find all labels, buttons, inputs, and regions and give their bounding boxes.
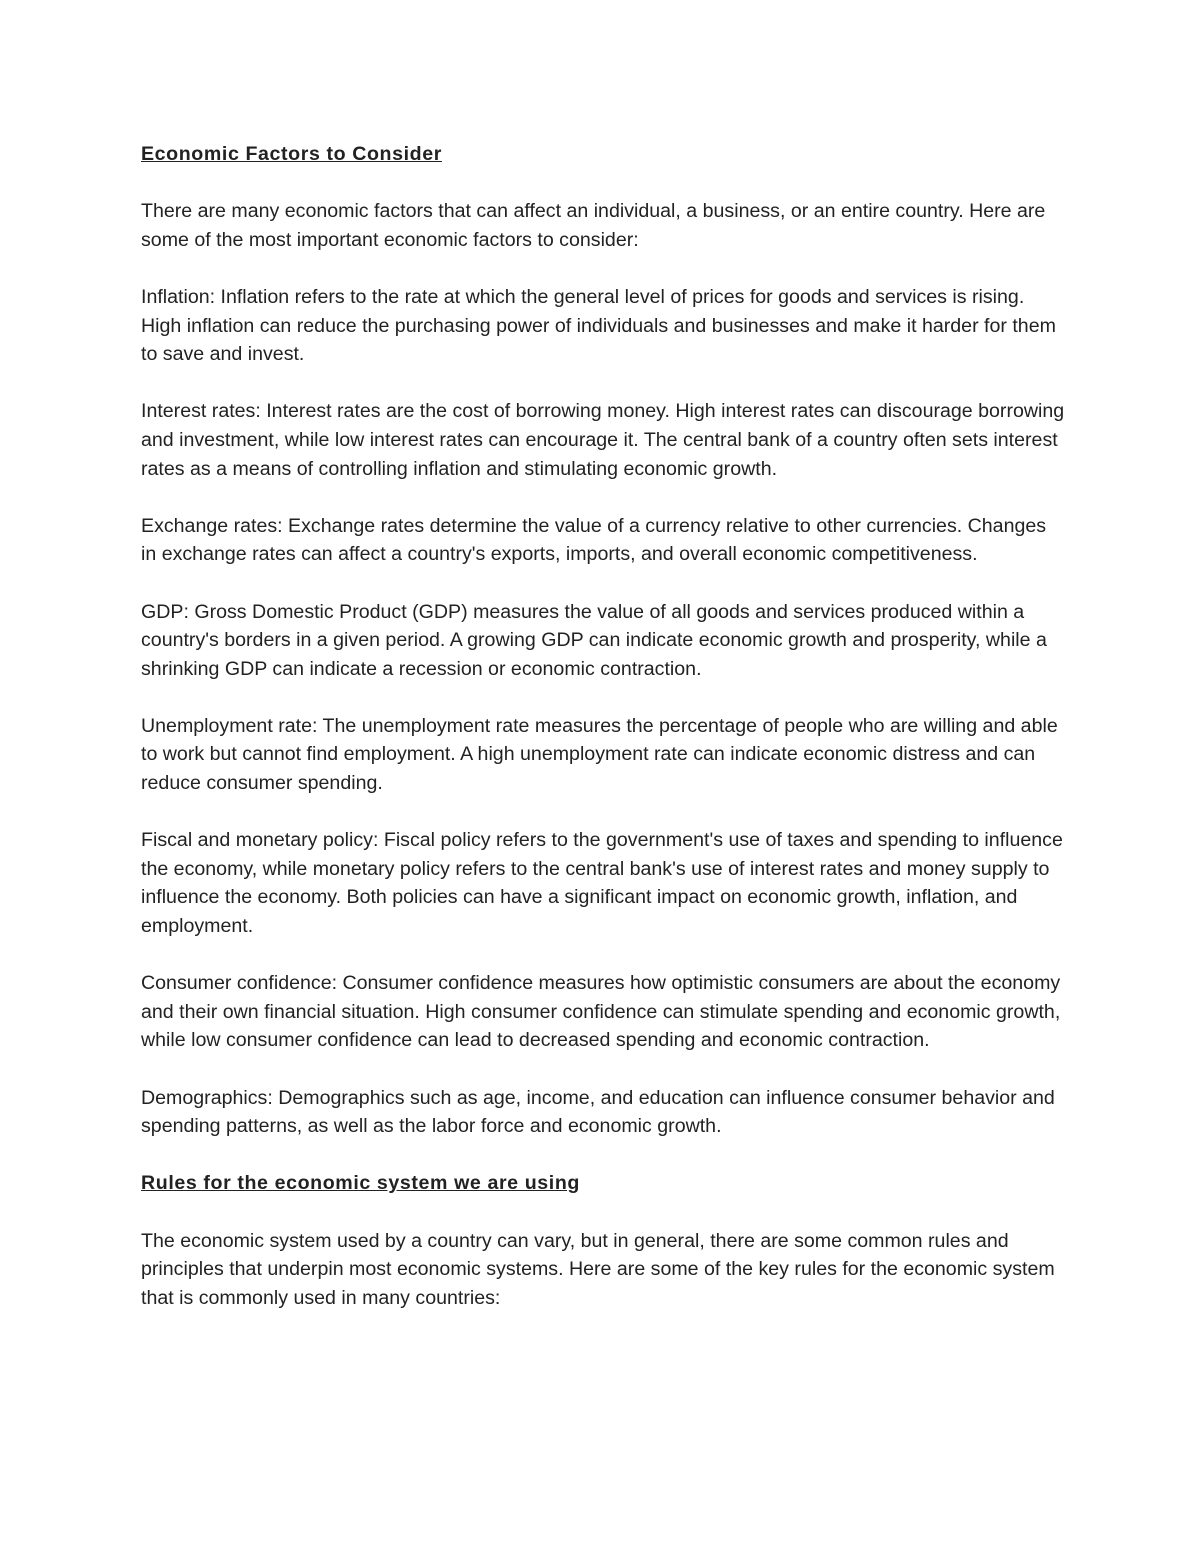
section-heading-economic-system-rules: Rules for the economic system we are using [141, 1172, 580, 1195]
document-body [141, 140, 1066, 1312]
intro-paragraph: There are many economic factors that can affect an individual, a business, or an entire country. Here are some of the most important economic factors to consider: [141, 200, 1046, 251]
paragraph-exchange-rates: Exchange rates: Exchange rates determine the value of a currency relative to other currencies. Changes in exchange rates can affect a country's exports, imports, and overall economic competitiveness. [141, 514, 1047, 566]
paragraph-demographics: Demographics: Demographics such as age, income, and education can influence consumer behavior and spending patterns, as well as the labor force and economic growth. [141, 1086, 1055, 1138]
paragraph-inflation: Inflation: Inflation refers to the rate at which the general level of prices for goods and services is rising. High inflation can reduce the purchasing power of individuals and businesses and make it harder for them to save and invest. [141, 285, 1056, 366]
paragraph-consumer-confidence: Consumer confidence: Consumer confidence measures how optimistic consumers are about the economy and their own financial situation. High consumer confidence can stimulate spending and economic growth, while low consumer confidence can lead to decreased spending and economic contraction. [141, 972, 1061, 1052]
paragraph-unemployment-rate: Unemployment rate: The unemployment rate measures the percentage of people who are willing and able to work but cannot find employment. A high unemployment rate can indicate economic distress and can reduce consumer spending. [141, 714, 1058, 795]
paragraph-interest-rates: Interest rates: Interest rates are the cost of borrowing money. High interest rates can discourage borrowing and investment, while low interest rates can encourage it. The central bank of a country often sets interest rates as a means of controlling inflation and stimulating economic growth. [141, 400, 1065, 480]
paragraph-fiscal-monetary-policy: Fiscal and monetary policy: Fiscal policy refers to the government's use of taxes and spending to influence the economy, while monetary policy refers to the central bank's use of interest rates and money supply to influence the economy. Both policies can have a significant impact on economic growth, inflation, and employment. [141, 829, 1063, 938]
paragraph-economic-system-intro: The economic system used by a country can vary, but in general, there are some common rules and principles that underpin most economic systems. Here are some of the key rules for the economic system that is commonly used in many countries: [141, 1229, 1055, 1309]
section-heading-economic-factors: Economic Factors to Consider [141, 143, 442, 165]
paragraph-gdp: GDP: Gross Domestic Product (GDP) measures the value of all goods and services produced within a country's borders in a given period. A growing GDP can indicate economic growth and prosperity, while a shrinking GDP can indicate a recession or economic contraction. [141, 600, 1047, 680]
